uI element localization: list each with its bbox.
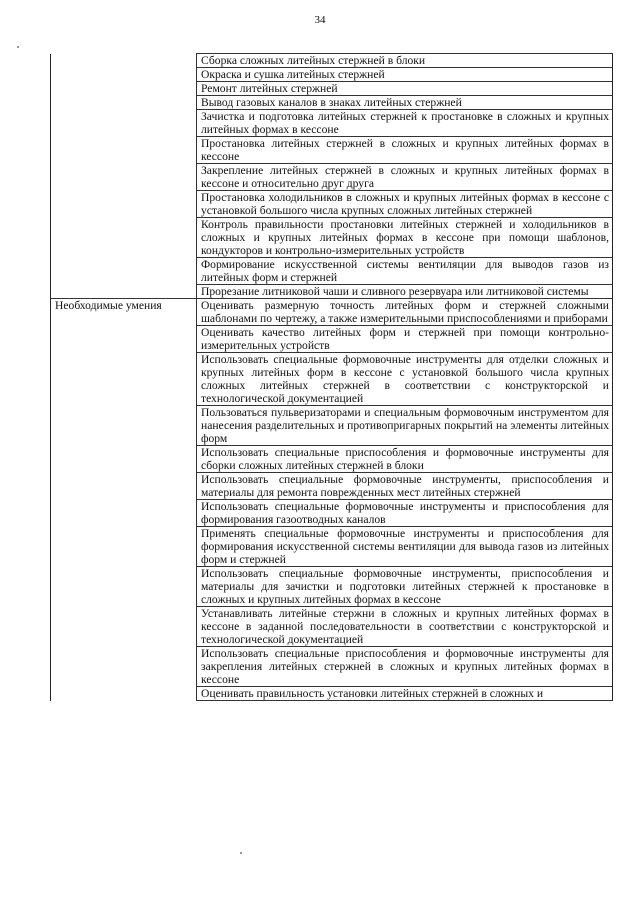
table-cell-item: Использовать специальные формовочные инструменты и приспособления для формирования газоотводных каналов xyxy=(197,500,613,527)
table-cell-item: Закрепление литейных стержней в сложных и крупных литейных формах в кессоне и относительно друг друга xyxy=(197,164,613,191)
table-cell-item: Использовать специальные формовочные инструменты для отделки сложных и крупных литейных форм в кессоне с установкой большого числа крупных сложных литейных стержней в соответствии с конструкторской и технологической документацией xyxy=(197,353,613,406)
table-cell-item: Вывод газовых каналов в знаках литейных стержней xyxy=(197,96,613,110)
table-cell-item: Окраска и сушка литейных стержней xyxy=(197,68,613,82)
table-cell-item: Простановка холодильников в сложных и крупных литейных формах в кессоне с установкой большого числа крупных сложных литейных стержней xyxy=(197,191,613,218)
table-cell-item: Использовать специальные приспособления и формовочные инструменты для сборки сложных литейных стержней в блоки xyxy=(197,446,613,473)
table-cell-item: Прорезание литниковой чаши и сливного резервуара или литниковой системы xyxy=(197,285,613,299)
skills-table xyxy=(50,53,613,701)
table-cell-item: Использовать специальные формовочные инструменты, приспособления и материалы для зачистки и подготовки литейных стержней к простановке в сложных и крупных литейных формах в кессоне xyxy=(197,567,613,607)
table-cell-item: Устанавливать литейные стержни в сложных и крупных литейных формах в кессоне в заданной последовательности в соответствии с конструкторской и технологической документацией xyxy=(197,607,613,647)
table-row xyxy=(51,54,613,68)
table-cell-item: Использовать специальные формовочные инструменты, приспособления и материалы для ремонта поврежденных мест литейных стержней xyxy=(197,473,613,500)
table-cell-item: Оценивать правильность установки литейных стержней в сложных и xyxy=(197,687,613,701)
section-label: Необходимые умения xyxy=(51,299,197,701)
table-cell-item: Применять специальные формовочные инструменты и приспособления для формирования искусственной системы вентиляции для вывода газов из литейных форм и стержней xyxy=(197,527,613,567)
scan-speck xyxy=(17,46,19,48)
scan-speck xyxy=(240,852,242,854)
page-number: 34 xyxy=(314,14,326,26)
table-cell-item: Формирование искусственной системы вентиляции для выводов газов из литейных форм и стержней xyxy=(197,258,613,285)
table-row xyxy=(51,299,613,326)
table-cell-item: Оценивать качество литейных форм и стержней при помощи контрольно-измерительных устройств xyxy=(197,326,613,353)
skills-table-body xyxy=(51,54,613,701)
table-cell-item: Использовать специальные приспособления и формовочные инструменты для закрепления литейных стержней в сложных и крупных литейных формах в кессоне xyxy=(197,647,613,687)
table-cell-item: Сборка сложных литейных стержней в блоки xyxy=(197,54,613,68)
table-cell-item: Пользоваться пульверизаторами и специальным формовочным инструментом для нанесения разделительных и противопригарных покрытий на элементы литейных форм xyxy=(197,406,613,446)
table-cell-item: Зачистка и подготовка литейных стержней к простановке в сложных и крупных литейных формах в кессоне xyxy=(197,110,613,137)
section-label xyxy=(51,54,197,299)
table-cell-item: Ремонт литейных стержней xyxy=(197,82,613,96)
table-cell-item: Оценивать размерную точность литейных форм и стержней сложными шаблонами по чертежу, а также измерительными приспособлениями и приборами xyxy=(197,299,613,326)
table-cell-item: Простановка литейных стержней в сложных и крупных литейных формах в кессоне xyxy=(197,137,613,164)
table-cell-item: Контроль правильности простановки литейных стержней и холодильников в сложных и крупных литейных формах в кессоне при помощи шаблонов, кондукторов и контрольно-измерительных устройств xyxy=(197,218,613,258)
